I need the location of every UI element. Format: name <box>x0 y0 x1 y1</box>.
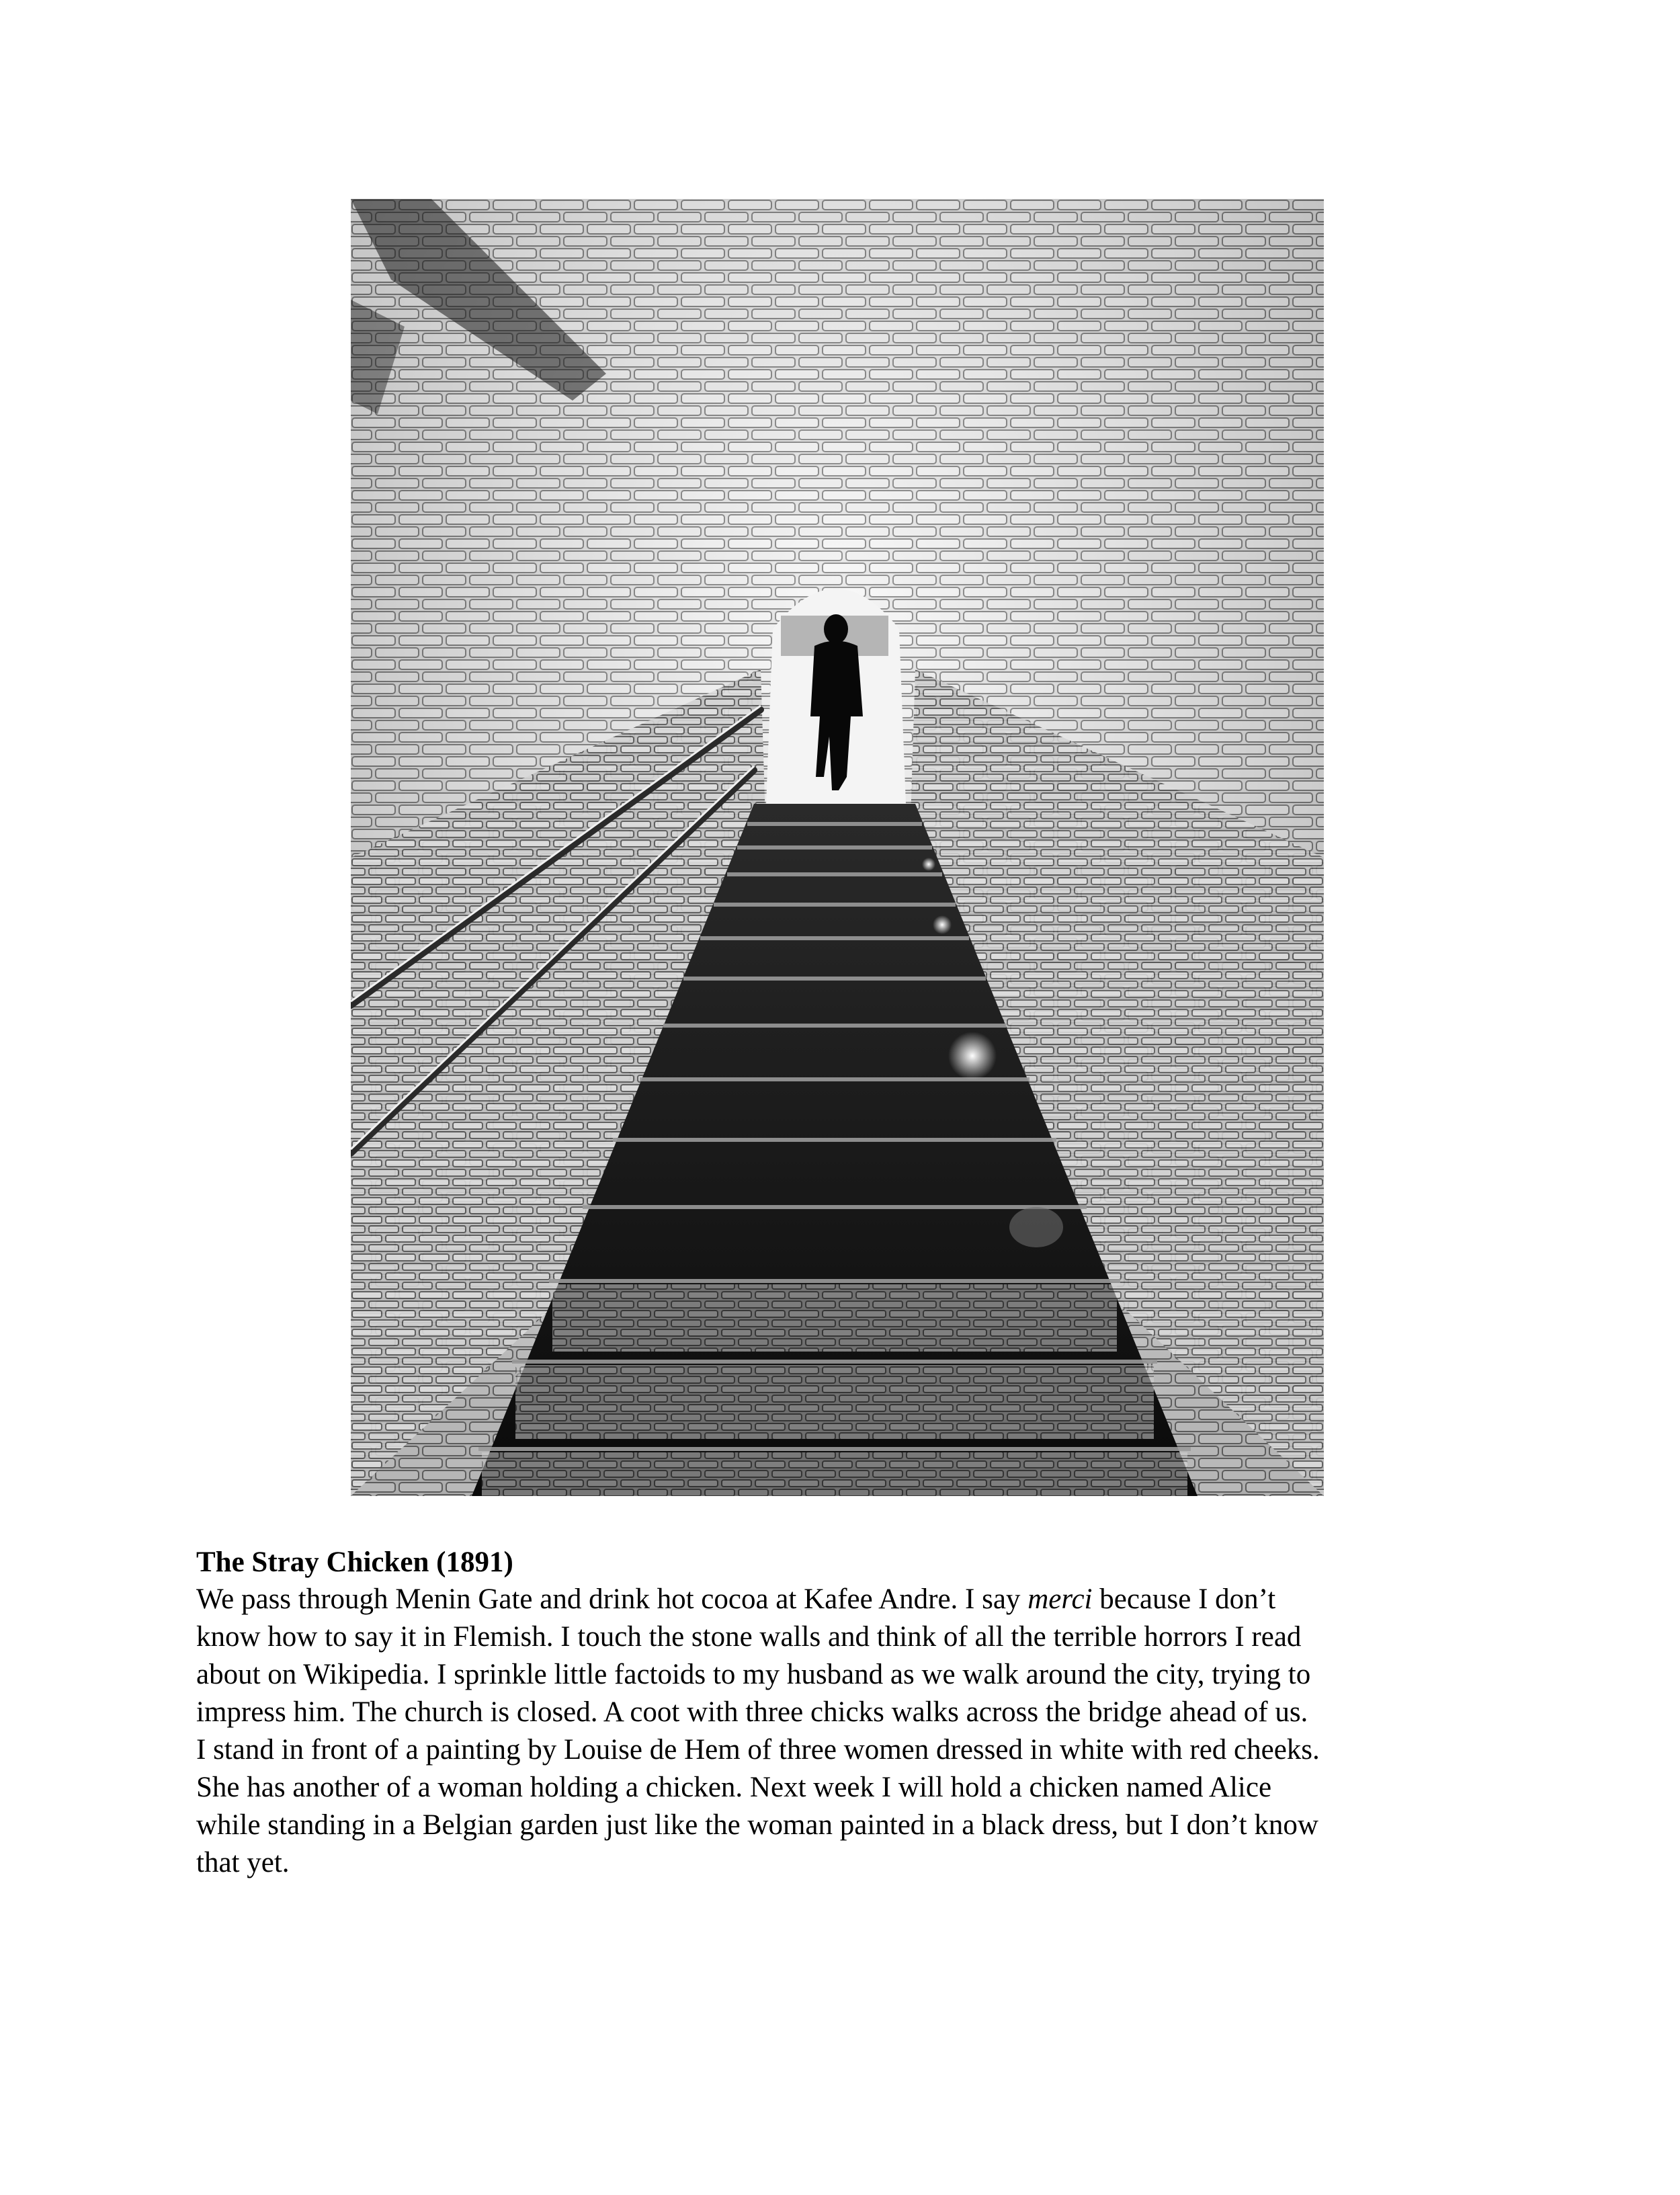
body-line <box>196 1581 1486 1618</box>
story-title: The Stray Chicken (1891) <box>196 1546 513 1578</box>
body-line: She has another of a woman holding a chicken. Next week I will hold a chicken named Alice <box>196 1772 1272 1803</box>
body-line: while standing in a Belgian garden just like the woman painted in a black dress, but I don’t know <box>196 1809 1318 1841</box>
body-line: know how to say it in Flemish. I touch the stone walls and think of all the terrible horrors I read <box>196 1621 1302 1653</box>
body-line: that yet. <box>196 1847 290 1878</box>
tunnel-staircase-photo <box>351 199 1324 1496</box>
italic-word: merci <box>1027 1583 1093 1615</box>
body-line: I stand in front of a painting by Louise de Hem of three women dressed in white with red cheeks. <box>196 1734 1320 1766</box>
story-body <box>196 1581 1486 1882</box>
body-line: about on Wikipedia. I sprinkle little factoids to my husband as we walk around the city, trying to <box>196 1659 1311 1690</box>
body-line-text: because I don’t <box>1092 1583 1276 1615</box>
body-line-text: We pass through Menin Gate and drink hot cocoa at Kafee Andre. I say <box>196 1583 1028 1615</box>
story-section <box>196 1544 1486 1882</box>
tunnel-staircase-photo-icon <box>351 199 1324 1496</box>
body-line: impress him. The church is closed. A coot with three chicks walks across the bridge ahead of us. <box>196 1696 1308 1728</box>
